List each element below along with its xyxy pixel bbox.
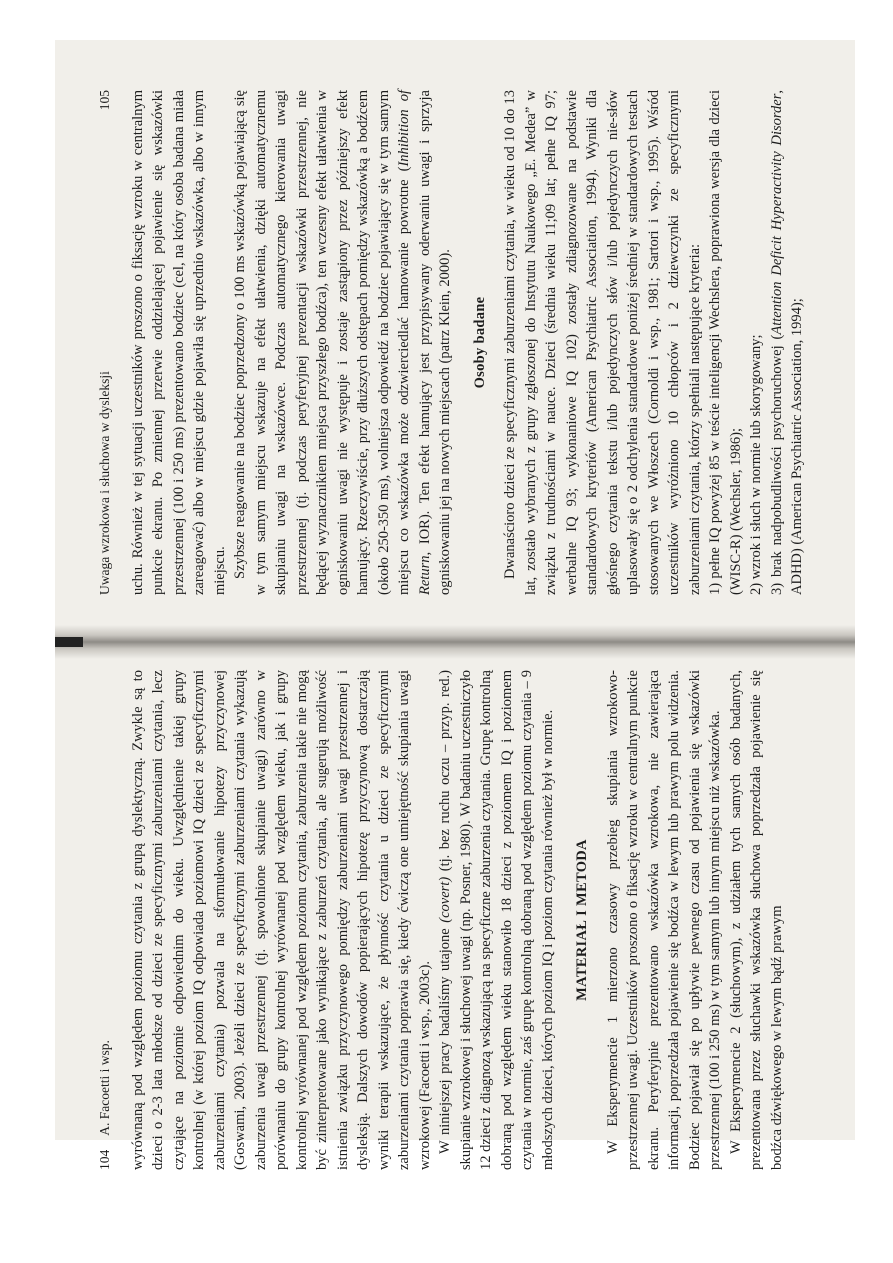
- criteria-item: [767, 90, 808, 595]
- gutter-shadow: [55, 637, 83, 647]
- italic-term: (covert): [437, 876, 453, 923]
- paragraph: W Eksperymencie 1 mierzono czasowy przebieg skupiania wzrokowo-przestrzennej uwagi. Uczestników proszono o fiksację wzroku w centralnym punkcie ekranu. Peryferyjnie prezentowano wskazówka wzrokowa, nie zawierająca informacji, poprzedzała pojawienie się bodźca w lewym lub prawym polu widzenia. Bodziec pojawiał się po upływie pewnego czasu od pojawienia się wskazówki przestrzennej (100 i 250 ms) w tym samym lub innym miejscu niż wskazówka.: [604, 670, 723, 1170]
- paragraph: wyrównaną pod względem poziomu czytania z grupą dyslektyczną. Zwykle są to dzieci o 2-3 lata młodsze od dzieci ze specyficznymi zaburzeniami czytania, lecz czytające na poziomie odpowiednim do wieku. Uwzględnienie takiej grupy kontrolnej (w której poziom IQ odpowiada poziomowi IQ dzieci ze specyficznymi zaburzeniami czytania) pozwala na sformułowanie hipotezy przyczynowej (Goswami, 2003). Jeżeli dzieci ze specyficznymi zaburzeniami czytania wykazują zaburzenia uwagi przestrzennej (tj. spowolnione skupianie uwagi) zarówno w porównaniu do grupy kontrolnej wyrównanej pod względem wieku, jak i grupy kontrolnej wyrównanej pod względem poziomu czytania, zaburzenia takie nie mogą być zinterpretowane jako wynikające z zaburzeń czytania, ale sugerują możliwość istnienia związku przyczynowego pomiędzy zaburzeniami uwagi przestrzennej i dysleksją. Dalszych dowodów popierających hipotezę przyczynową dostarczają wyniki terapii wskazujące, że płynność czytania u dzieci ze specyficznymi zaburzeniami czytania poprawia się, kiedy ćwiczą one umiejętność skupiania uwagi wzrokowej (Facoetti i wsp., 2003c).: [129, 670, 433, 1170]
- italic-term: Inhibition of Return: [396, 90, 433, 595]
- book-gutter: [55, 625, 855, 659]
- paragraph: Dwanaściorо dzieci ze specyficznymi zaburzeniami czytania, w wieku od 10 do 13 lat, zostało wybranych z grupy zgłoszonej do Instytutu Naukowego „E. Medea” w związku z trudnościami w nauce. Dzieci (średnia wieku 11;09 lat; pełne IQ 97; werbalne IQ 93; wykonaniowe IQ 102) zostały zdiagnozowane na podstawie standardowych kryteriów (American Psychiatric Association, 1994). Wyniki dla głośnego czytania tekstu i/lub pojedynczych słów i/lub pojedynczych nie-słów uplasowały się o 2 odchylenia standardowe poniżej średniej w standardowych testach stosowanych we Włoszech (Cornoldi i wsp., 1981; Sartori i wsp., 1995). Wśród uczestników wyróżniono 10 chłopców i 2 dziewczynki ze specyficznymi zaburzeniami czytania, którzy spełniali następujące kryteria:: [502, 90, 703, 595]
- text-run: (tj. bez ruchu oczu – przyp. red.) skupianie wzrokowej i słuchowej uwagi (np. Posner, 1980). W badaniu uczestniczyło 12 dzieci z diagnozą wskazującą na specyficzne zaburzenia czytania. Grupę kontrolną dobraną pod względem wieku stanowiło 18 dzieci z poziomem IQ i poziomem czytania w normie, zaś grupę kontrolną dobraną pod względem poziomu czytania – 9 młodszych dzieci, których poziom IQ i poziom czytania również był w normie.: [437, 670, 556, 1170]
- criteria-item: 2) wzrok i słuch w normie lub skorygowany;: [748, 334, 764, 595]
- text-run: 3) brak nadpobudliwości psychoruchowej (: [768, 334, 785, 595]
- paragraph: [435, 670, 558, 1170]
- paragraph: [230, 90, 456, 595]
- text-run: , IOR). Ten efekt hamujący jest przypisywany oderwaniu uwagi i sprzyja ogniskowaniu jej na nowych miejscach (patrz Klein, 2000).: [416, 90, 453, 595]
- criteria-item: 1) pełne IQ powyżej 85 w teście inteligencji Wechslera, poprawiona wersja dla dzieci (WISC-R) (Wechsler, 1986);: [707, 90, 744, 595]
- section-heading: Osoby badane: [471, 296, 488, 389]
- running-author: A. Facoetti i wsp.: [97, 1040, 112, 1136]
- text-run: , ADHD) (American Psychiatric Association, 1994);: [768, 90, 805, 595]
- running-header-105: [95, 90, 116, 595]
- page-104: [95, 670, 787, 1170]
- paragraph: uchu. Również w tej sytuacji uczestników proszono o fiksację wzroku w centralnym punkcie ekranu. Po zmiennej przerwie oddzielającej pojawienie się wskazówki przestrzennej (100 i 250 ms) prezentowano bodziec (cel, na który osoba badana miała zareagować) albo w miejscu gdzie pojawiła się uprzednio wskazówka, albo w innym miejscu.: [129, 90, 228, 595]
- text-run: W niniejszej pracy badaliśmy utajone: [437, 922, 453, 1154]
- scanned-book-spread: [55, 40, 855, 1170]
- running-header-104: [95, 670, 116, 1170]
- paragraph: W Eksperymencie 2 (słuchowym), z udziałem tych samych osób badanych, prezentowana przez słuchawki wskazówka słuchowa poprzedzała pojawienie się bodźca dźwiękowego w lewym bądź prawym: [727, 670, 785, 1170]
- text-run: Szybsze reagowanie na bodziec poprzedzony o 100 ms wskazówką pojawiającą się w tym samym miejscu wskazuje na efekt ułatwienia, dzięki automatycznemu skupianiu uwagi na wskazówce. Podczas automatycznego kierowania uwagi przestrzennej (tj. podczas peryferyjnej prezentacji wskazówki przestrzennej, nie będącej wyznacznikiem miejsca przyszłego bodźca), ten wczesny efekt ułatwienia w ogniskowaniu uwagi nie występuje i zostaje zastąpiony przez późniejszy efekt hamujący. Rzeczywiście, przy dłuższych odstępach pomiędzy wskazówką a bodźcem (około 250-350 ms), wolniejsza odpowiedź na bodziec pojawiający się w tym samym miejscu co wskazówka może odzwierciedlać hamowanie powrotne (: [232, 90, 412, 595]
- page-number: 105: [97, 90, 112, 111]
- page-number: 104: [97, 1149, 112, 1170]
- running-title: Uwaga wzrokowa i słuchowa w dysleksji: [97, 371, 112, 595]
- page-105: [95, 90, 808, 595]
- italic-term: Attention Deficit Hyperactivity Disorder: [768, 93, 785, 335]
- section-heading: MATERIAŁ I METODA: [574, 839, 590, 1001]
